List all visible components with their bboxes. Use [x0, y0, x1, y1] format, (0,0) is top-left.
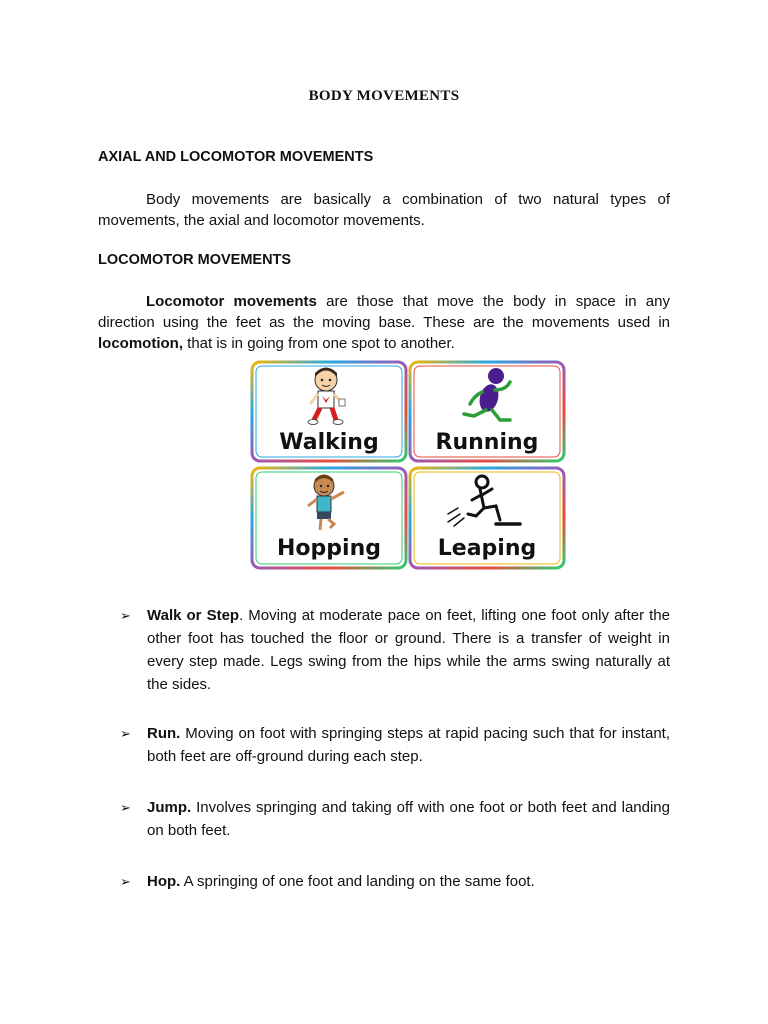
card-label-leaping: Leaping — [437, 536, 537, 561]
locomotor-text-a: are those that move the body in space in any direction using the feet as the moving base. These are the movements used in — [98, 293, 670, 331]
list-item-walk — [120, 604, 670, 696]
card-running — [410, 362, 564, 461]
page-title: BODY MOVEMENTS — [308, 88, 460, 104]
bullet-arrow-icon: ➢ — [120, 874, 131, 889]
locomotor-paragraph — [98, 291, 670, 354]
list-item-jump — [120, 796, 670, 842]
card-label-hopping: Hopping — [277, 536, 381, 561]
hop-description: A springing of one foot and landing on the same foot. — [180, 873, 535, 890]
intro-paragraph — [98, 189, 670, 231]
section-heading-axial-locomotor: AXIAL AND LOCOMOTOR MOVEMENTS — [98, 149, 374, 165]
term-run: Run. — [147, 725, 181, 742]
list-item-hop — [120, 870, 670, 893]
term-hop: Hop. — [147, 873, 181, 890]
list-item-run — [120, 722, 670, 768]
bullet-arrow-icon: ➢ — [120, 726, 131, 741]
section-heading-locomotor: LOCOMOTOR MOVEMENTS — [98, 252, 292, 268]
bullet-arrow-icon: ➢ — [120, 800, 131, 815]
walk-description: . Moving at moderate pace on feet, lifting one foot only after the other foot has touched the floor or ground. There is a transfer of weight in every step made. Legs swing from the hips while the arms swing naturally at the sides. — [147, 607, 670, 693]
term-walk: Walk or Step — [147, 607, 240, 624]
card-label-running: Running — [435, 430, 539, 455]
card-walking — [252, 362, 406, 461]
term-jump: Jump. — [147, 799, 192, 816]
locomotor-text-b: that is in going from one spot to another. — [183, 335, 455, 352]
bullet-arrow-icon: ➢ — [120, 608, 131, 623]
movement-list — [120, 604, 670, 893]
term-locomotor-movements: Locomotor movements — [146, 293, 317, 310]
jump-description: Involves springing and taking off with one foot or both feet and landing on both feet. — [147, 799, 670, 839]
card-leaping — [410, 468, 564, 568]
intro-text: Body movements are basically a combination of two natural types of movements, the axial and locomotor movements. — [98, 191, 670, 229]
locomotor-illustration — [248, 358, 568, 572]
card-hopping — [252, 468, 406, 568]
run-description: Moving on foot with springing steps at rapid pacing such that for instant, both feet are off-ground during each step. — [147, 725, 670, 765]
card-label-walking: Walking — [279, 430, 379, 455]
term-locomotion: locomotion, — [98, 335, 183, 352]
